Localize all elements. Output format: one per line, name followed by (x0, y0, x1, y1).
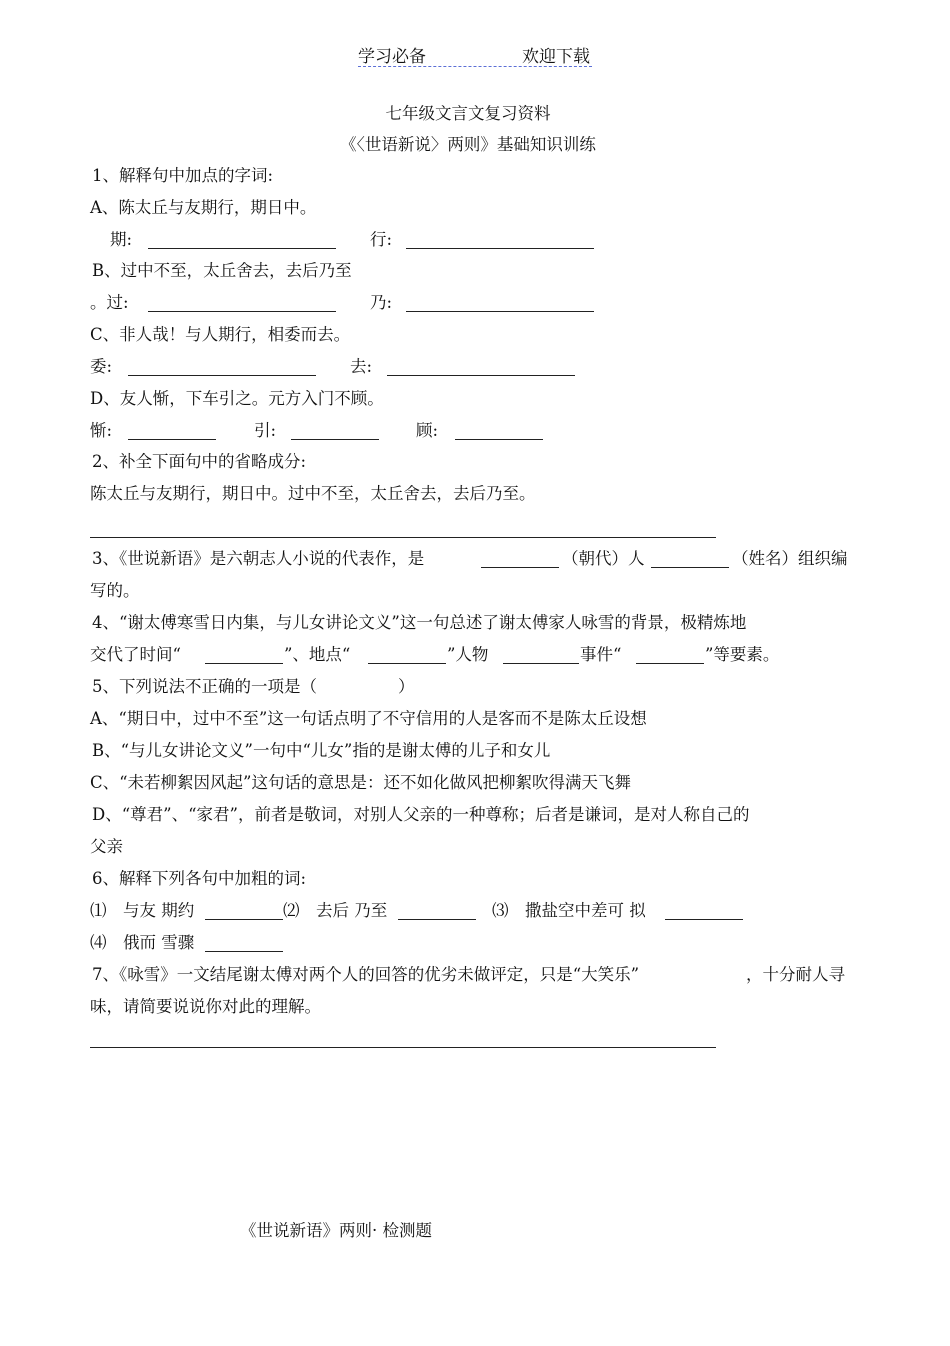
q4-part-2: ”、地点“ (284, 645, 351, 664)
q5-option-d-line-1: D、“尊君”、“家君”，前者是敬词，对别人父亲的一种尊称；后者是谦词，是对人称自己的 (92, 805, 750, 824)
answer-blank[interactable] (128, 423, 216, 440)
answer-blank[interactable] (455, 423, 543, 440)
answer-blank[interactable] (205, 647, 283, 664)
q3-part-4: 写的。 (90, 581, 140, 600)
answer-blank[interactable] (205, 935, 283, 952)
document-subtitle: 《〈世语新说〉两则》基础知识训练 (340, 135, 596, 154)
q1-c-word-1: 委: (90, 357, 113, 376)
header-left-text: 学习必备 (358, 47, 426, 67)
q2-text: 陈太丘与友期行，期日中。过中不至，太丘舍去，去后乃至。 (90, 484, 536, 503)
q1-d-sentence: D、友人惭，下车引之。元方入门不顾。 (90, 389, 384, 408)
answer-blank[interactable] (148, 232, 336, 249)
q7-line-2: 味，请简要说说你对此的理解。 (90, 997, 321, 1016)
answer-blank[interactable] (148, 295, 336, 312)
q1-a-word-1: 期: (110, 230, 133, 249)
answer-line[interactable] (90, 537, 716, 538)
answer-blank[interactable] (205, 903, 283, 920)
answer-blank[interactable] (406, 232, 594, 249)
header-right-text: 欢迎下载 (522, 47, 590, 67)
answer-blank[interactable] (665, 903, 743, 920)
q1-c-word-2: 去: (350, 357, 373, 376)
q6-item-1: ⑴ 与友 期约 (90, 901, 195, 920)
q7-part-1: 7、《咏雪》一文结尾谢太傅对两个人的回答的优劣未做评定，只是“大笑乐” (92, 965, 640, 984)
q5-option-b: B、“与儿女讲论文义”一句中“儿女”指的是谢太傅的儿子和女儿 (92, 741, 551, 760)
q1-b-sentence: B、过中不至，太丘舍去，去后乃至 (92, 261, 352, 280)
q1-a-word-2: 行: (370, 230, 393, 249)
q6-item-3: ⑶ 撒盐空中差可 拟 (492, 901, 646, 920)
q1-heading: 1、解释句中加点的字词: (92, 166, 274, 185)
q1-d-word-2: 引: (254, 421, 277, 440)
q4-part-4: 事件“ (580, 645, 622, 664)
answer-blank[interactable] (398, 903, 476, 920)
page-header (358, 42, 592, 67)
q1-c-sentence: C、非人哉！与人期行，相委而去。 (90, 325, 351, 344)
answer-line[interactable] (90, 1047, 716, 1048)
q1-d-word-1: 惭: (90, 421, 113, 440)
answer-blank[interactable] (503, 647, 579, 664)
q6-item-4: ⑷ 俄而 雪骤 (90, 933, 195, 952)
q5-option-d-line-2: 父亲 (90, 837, 123, 856)
answer-blank[interactable] (481, 551, 559, 568)
footer-title: 《世说新语》两则· 检测题 (240, 1221, 432, 1240)
answer-blank[interactable] (387, 359, 575, 376)
q6-item-2: ⑵ 去后 乃至 (283, 901, 388, 920)
q1-a-sentence: A、陈太丘与友期行，期日中。 (90, 198, 317, 217)
q1-d-word-3: 顾: (416, 421, 439, 440)
q6-heading: 6、解释下列各句中加粗的词: (92, 869, 307, 888)
q5-heading-end: ） (398, 677, 415, 696)
q3-part-2: （朝代）人 (562, 549, 645, 568)
q4-line-1: 4、“谢太傅寒雪日内集，与儿女讲论文义”这一句总述了谢太傅家人咏雪的背景，极精炼地 (92, 613, 747, 632)
q1-b-word-1: 。过: (90, 293, 129, 312)
q3-part-1: 3、《世说新语》是六朝志人小说的代表作，是 (92, 549, 425, 568)
q4-part-3: ”人物 (447, 645, 489, 664)
answer-blank[interactable] (636, 647, 704, 664)
q3-part-3: （姓名）组织编 (732, 549, 848, 568)
answer-blank[interactable] (368, 647, 446, 664)
answer-blank[interactable] (128, 359, 316, 376)
q5-heading: 5、下列说法不正确的一项是（ (92, 677, 317, 696)
q2-heading: 2、补全下面句中的省略成分: (92, 452, 307, 471)
q5-option-a: A、“期日中，过中不至”这一句话点明了不守信用的人是客而不是陈太丘设想 (90, 709, 647, 728)
document-title: 七年级文言文复习资料 (385, 104, 551, 123)
answer-blank[interactable] (651, 551, 729, 568)
q5-option-c: C、“未若柳絮因风起”这句话的意思是：还不如化做风把柳絮吹得满天飞舞 (90, 773, 631, 792)
q1-b-word-2: 乃: (370, 293, 393, 312)
q7-part-2: ，十分耐人寻 (746, 965, 845, 984)
q4-part-1: 交代了时间“ (90, 645, 181, 664)
answer-blank[interactable] (291, 423, 379, 440)
answer-blank[interactable] (406, 295, 594, 312)
q4-part-5: ”等要素。 (705, 645, 780, 664)
